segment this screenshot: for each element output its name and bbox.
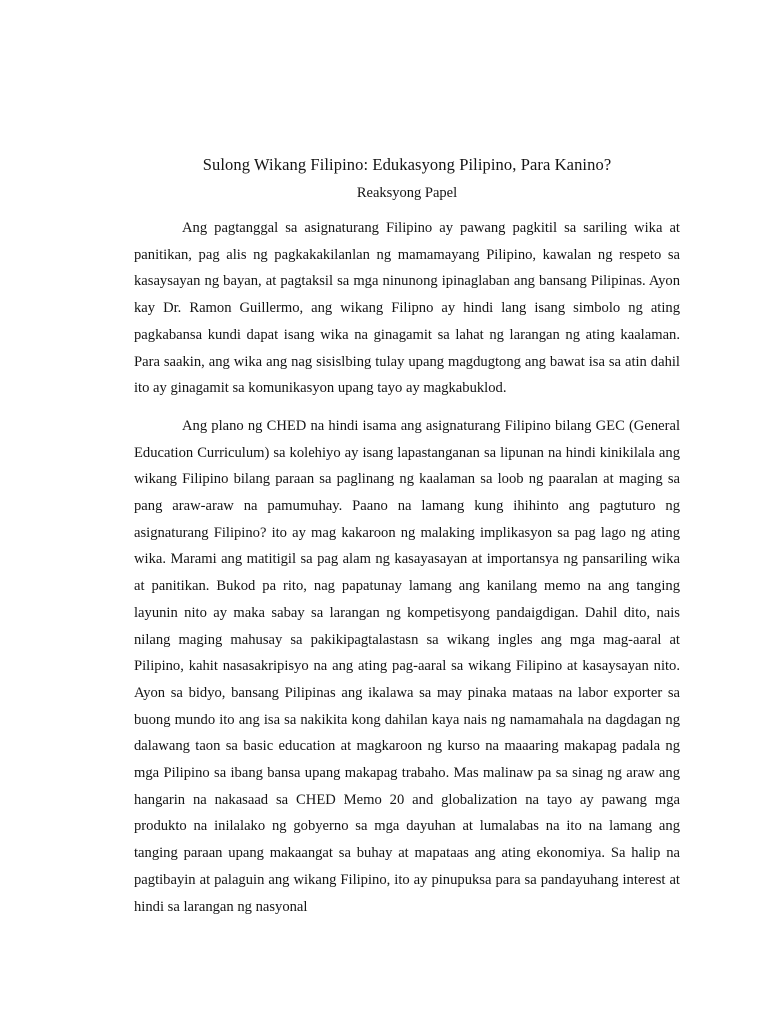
paragraph-2: Ang plano ng CHED na hindi isama ang asignaturang Filipino bilang GEC (General Education Curriculum) sa kolehiyo ay isang lapastanganan sa lipunan na hindi kinikilala ang wikang Filipino bilang paraan sa paglinang ng kaalaman sa loob ng paaralan at maging sa pang araw-araw na pamumuhay. Paano na lamang kung ihihinto ang pagtuturo ng asignaturang Filipino? ito ay mag kakaroon ng malaking implikasyon sa pag lago ng ating wika. Marami ang matitigil sa pag alam ng kasayasayan at importansya ng pansariling wika at panitikan. Bukod pa rito, nag papatunay lamang ang kanilang memo na ang tanging layunin nito ay maka sabay sa larangan ng kompetisyong pandaigdigan. Dahil dito, nais nilang maging mahusay sa pakikipagtalastasn sa wikang ingles ang mga mag-aaral at Pilipino, kahit nasasakripisyo na ang ating pag-aaral sa wikang Filipino at kasaysayan nito. Ayon sa bidyo, bansang Pilipinas ang ikalawa sa may pinaka mataas na labor exporter sa buong mundo ito ang isa sa nakikita kong dahilan kaya nais ng namamahala na dagdagan ng dalawang taon sa basic education at magkaroon ng kurso na maaaring makapag padala ng mga Pilipino sa ibang bansa upang makapag trabaho. Mas malinaw pa sa sinag ng araw ang hangarin na nakasaad sa CHED Memo 20 and globalization na tayo ay pawang mga produkto na inilalako ng gobyerno sa mga dayuhan at lumalabas na ito na lamang ang tanging paraan upang makaangat sa buhay at mapataas ang ating ekonomiya. Sa halip na pagtibayin at palaguin ang wikang Filipino, ito ay pinupuksa para sa pandayuhang interest at hindi sa larangan ng nasyonal <box>134 417 680 915</box>
paragraph-1: Ang pagtanggal sa asignaturang Filipino ay pawang pagkitil sa sariling wika at panitikan, pag alis ng pagkakakilanlan ng mamamayang Pilipino, kawalan ng respeto sa kasaysayan ng bayan, at pagtaksil sa mga ninunong ipinaglaban ang bansang Pilipinas. Ayon kay Dr. Ramon Guillermo, ang wikang Filipno ay hindi lang isang simbolo ng ating pagkabansa kundi dapat isang wika na ginagamit sa lahat ng larangan ng ating kaalaman. Para saakin, ang wika ang nag sisislbing tulay upang magdugtong ang bawat isa sa atin dahil ito ay ginagamit sa komunikasyon upang tayo ay magkabuklod. <box>134 220 680 397</box>
document-title: Sulong Wikang Filipino: Edukasyong Pilipino, Para Kanino? <box>202 155 612 174</box>
document-subtitle: Reaksyong Papel <box>356 185 458 201</box>
